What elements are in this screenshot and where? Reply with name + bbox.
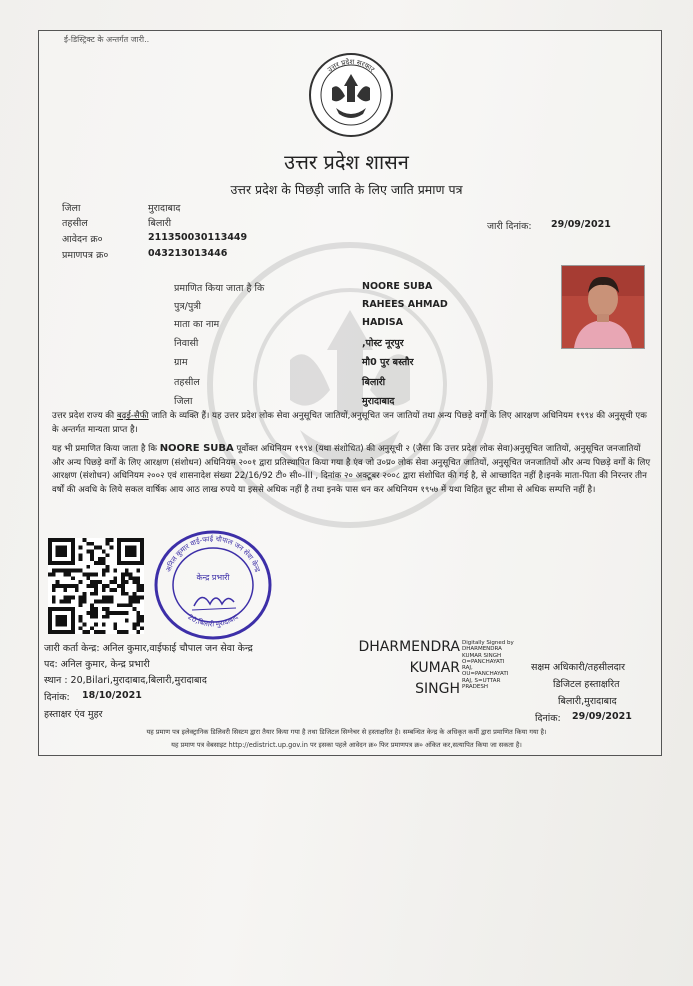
village-label: ग्राम [174, 357, 188, 368]
village-value: मौ0 पुर बस्तौर [362, 357, 414, 368]
signature-and-seal-label: हस्ताक्षर एंव मुहर [44, 709, 103, 720]
detail-district-value: मुरादाबाद [362, 396, 395, 407]
issuer-post: पद: अनिल कुमार, केन्द्र प्रभारी [44, 659, 150, 670]
tehsil-label: तहसील [62, 218, 88, 229]
certified-name: NOORE SUBA [159, 443, 234, 454]
authority-place: बिलारी,मुरादाबाद [558, 696, 617, 707]
application-number-label: आवेदन क्र० [62, 234, 103, 245]
certify-label: प्रमाणित किया जाता है कि [174, 283, 265, 294]
official-seal [152, 528, 274, 640]
mother-name: HADISA [362, 317, 403, 328]
emblem-text: उत्तर प्रदेश सरकार [326, 57, 376, 74]
authority-digitally-signed: डिजिटल हस्ताक्षरित [553, 679, 620, 690]
certificate-number-value: 043213013446 [148, 248, 228, 259]
issue-date-value: 29/09/2021 [551, 219, 611, 230]
issuing-centre: जारी कर्ता केन्द्र: अनिल कुमार,वाईफाई चौपाल जन सेवा केन्द्र [44, 643, 253, 654]
caste-paragraph: उत्तर प्रदेश राज्य की बढ़ई-सैफी जाति के व्यक्ति हैं। यह उत्तर प्रदेश लोक सेवा अनुसूचित जातियों,अनुसूचित जन जातियों तथा अन्य पिछड़े वर्गों के लिए आरक्षण अधिनियम १९९४ की अनुसूची एक के अन्तर्गत मान्यता प्राप्त है। [52, 411, 647, 435]
child-of-label: पुत्र/पुत्री [174, 301, 201, 312]
authority-date-label: दिनांक: [535, 713, 561, 724]
header-note: ई-डिस्ट्रिक्ट के अन्तर्गत जारी.. [64, 35, 150, 44]
father-name: RAHEES AHMAD [362, 299, 448, 310]
district-label: जिला [62, 203, 81, 214]
seal-top-text: अनिल कुमार वाई-फाई चौपाल जन सेवा केन्द्र [164, 534, 262, 574]
qr-code [48, 538, 144, 634]
digital-signature-details: Digitally Signed by DHARMENDRA KUMAR SINGH O=PANCHAYATI RAJ, OU=PANCHAYATI RAJ, S=UTTAR PRADESH [462, 640, 514, 691]
application-number-value: 211350030113449 [148, 232, 248, 243]
certificate-number-label: प्रमाणपत्र क्र० [62, 250, 109, 261]
digital-signer-name [322, 638, 460, 698]
svg-text:20,बिलारी मुरादाबाद [186, 613, 239, 629]
resident-label: निवासी [174, 338, 199, 349]
issuer-place: स्थान : 20,Bilari,मुरादाबाद,बिलारी,मुरादाबाद [44, 675, 207, 686]
seal-bottom-text: 20,बिलारी मुरादाबाद [186, 612, 240, 629]
footer-note-2: यह प्रमाण पत्र वेबसाइट http://edistrict.up.gov.in पर इसका पहले आवेदन क्र० फिर प्रमाणपत्र क्र० अंकित कर,सत्यापित किया जा सकता है। [171, 741, 522, 749]
signer-name-line2: KUMAR [409, 660, 460, 676]
authority-date-value: 29/09/2021 [572, 711, 632, 722]
certification-paragraph: यह भी प्रमाणित किया जाता है कि NOORE SUBA पूर्वोक्त अधिनियम १९९४ (यथा संशोधित) की अनुसूची २ (जैसा कि उत्तर प्रदेश लोक सेवा)अनुसूचित जातियों, अनुसूचित जनजातियों और अन्य पिछड़े वर्गों के लिए आरक्षण (संशोधन) अधिनियम २००१ द्वारा प्रतिस्थापित किया गया है एंव जो उ०प्र० लोक सेवा अनुसूचित जातियों, अनुसूचित जनजातियों और अन्य पिछड़े वर्गों के लिए आरक्षण (संशोधन) अधिनियम २००२ एवं शासनादेश संख्या 22/16/92 टी० सी०-III , दिनांक २० अक्टूबर २००८ द्वारा संशोधित की गई है, से आच्छादित नहीं है।इनके माता-पिता की निरन्तर तीन वर्षों की अवधि के लिये सकल वार्षिक आय आठ लाख रुपये या इससे अधिक नहीं है तथा इनके पास धन कर अधिनियम १९५७ में यथा विहित छूट सीमा से अधिक सम्पत्ति नहीं है। [52, 443, 651, 495]
resident-value: ,पोस्ट नूरपुर [362, 338, 404, 349]
page-subtitle: उत्तर प्रदेश के पिछड़ी जाति के लिए जाति प्रमाण पत्र [230, 182, 463, 197]
issuer-date-value: 18/10/2021 [82, 690, 142, 701]
state-emblem [308, 52, 394, 138]
district-value: मुरादाबाद [148, 203, 181, 214]
detail-tehsil-value: बिलारी [362, 377, 386, 388]
signer-name-line1: DHARMENDRA [358, 639, 460, 655]
footer-note-1: यह प्रमाण पत्र इलेक्ट्रानिक डिलिवरी सिस्टम द्वारा तैयार किया गया है तथा डिजिटल सिग्नेचर से हस्ताक्षरित है। सम्बन्धित केन्द्र के अधिकृत कर्मी द्वारा प्रमाणित किया गया है। [146, 728, 547, 736]
authority-title: सक्षम अधिकारी/तहसीलदार [531, 662, 625, 673]
detail-tehsil-label: तहसील [174, 377, 200, 388]
applicant-photo [561, 265, 645, 349]
caste-name: बढ़ई-सैफी [116, 411, 149, 421]
mother-label: माता का नाम [174, 319, 220, 330]
page-title: उत्तर प्रदेश शासन [284, 150, 409, 174]
applicant-name: NOORE SUBA [362, 281, 433, 292]
issue-date-label: जारी दिनांक: [487, 221, 532, 232]
svg-text:अनिल कुमार वाई-फाई चौपाल जन से [164, 534, 261, 573]
issuer-date-label: दिनांक: [44, 692, 70, 703]
seal-center-text: केन्द्र प्रभारी [196, 573, 230, 582]
tehsil-value: बिलारी [148, 218, 172, 229]
signer-name-line3: SINGH [415, 681, 460, 697]
detail-district-label: जिला [174, 396, 193, 407]
